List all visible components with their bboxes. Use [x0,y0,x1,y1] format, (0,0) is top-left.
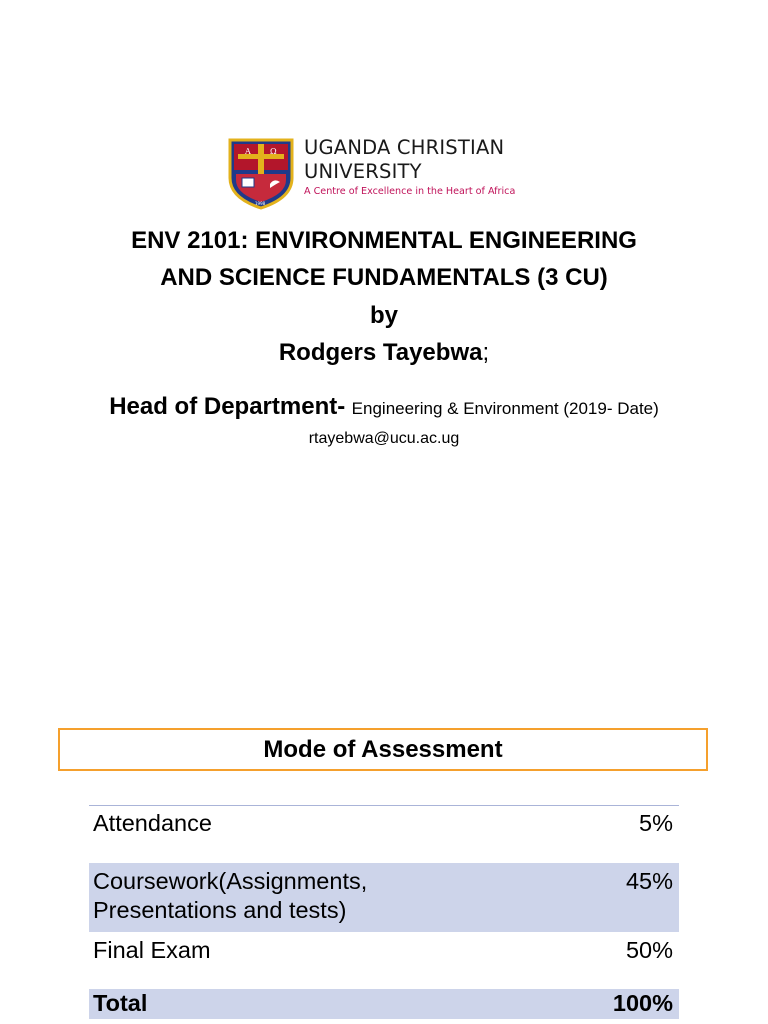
author-email: rtayebwa@ucu.ac.ug [308,430,460,447]
position-detail: Engineering & Environment (2019- Date) [351,399,659,418]
assessment-heading [58,728,708,771]
crest-alpha: A [245,147,251,156]
table-row [89,863,679,932]
logo-text [304,136,515,197]
total-label: Total [93,990,148,1016]
table-row [89,932,679,987]
row-label-coursework-1: Coursework(Assignments, [93,868,368,894]
university-name-line2: UNIVERSITY [304,160,422,183]
row-value-attendance: 5% [639,810,673,836]
author-line [0,339,768,367]
row-value-coursework: 45% [625,868,673,894]
crest-omega: Ω [270,147,277,156]
row-value-final-exam: 50% [625,937,673,963]
university-name-line1: UGANDA CHRISTIAN [304,136,505,159]
by-label: by [369,302,398,329]
assessment-heading-text: Mode of Assessment [263,735,503,763]
position-line [0,393,768,421]
course-title-line2: AND SCIENCE FUNDAMENTALS (3 CU) [160,264,608,291]
university-tagline: A Centre of Excellence in the Heart of Africa [304,186,516,197]
course-title-line1: ENV 2101: ENVIRONMENTAL ENGINEERING [131,227,637,254]
row-label-final-exam: Final Exam [93,937,211,963]
position-label: Head of Department- [109,393,346,420]
row-label-attendance: Attendance [93,810,212,836]
table-row [89,805,679,863]
university-logo [224,134,524,210]
author-name: Rodgers Tayebwa [278,339,483,366]
author-suffix: ; [482,339,490,366]
total-value: 100% [612,990,673,1016]
row-label-coursework-2: Presentations and tests) [93,897,347,923]
university-crest-icon [224,134,298,210]
crest-year: 1998 [255,201,266,206]
assessment-table [89,805,679,1019]
table-row-total [89,989,679,1019]
